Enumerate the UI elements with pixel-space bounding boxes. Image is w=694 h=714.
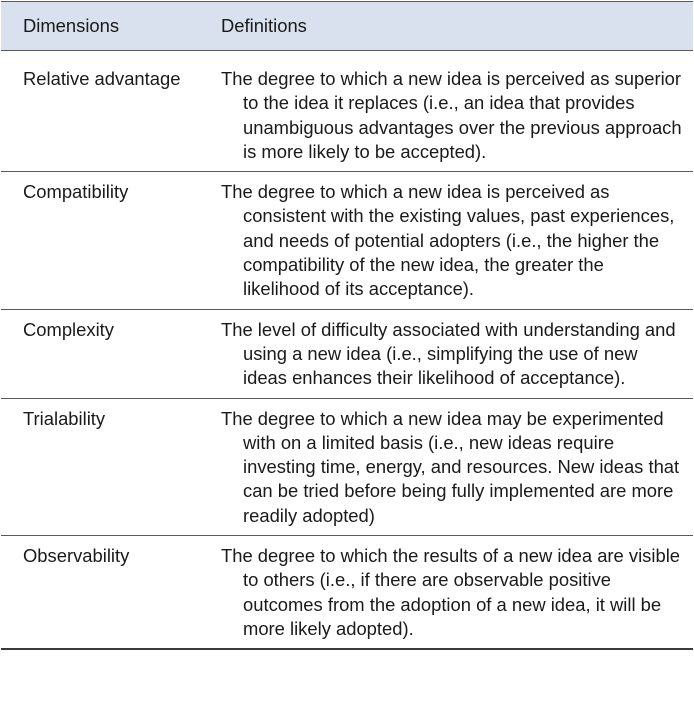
definition-cell: The degree to which a new idea may be experimented with on a limited basis (i.e., new ideas require investing time, energy, and resources. New ideas that can be tried before being fully implemented are more readily adopted) bbox=[221, 407, 680, 526]
dimension-cell: Compatibility bbox=[23, 181, 129, 203]
table-row-observability bbox=[1, 536, 693, 650]
dimension-cell: Complexity bbox=[23, 318, 114, 340]
table-header bbox=[1, 2, 693, 51]
definition-cell: The level of difficulty associated with understanding and using a new idea (i.e., simplifying the use of new ideas enhances their likelihood of acceptance). bbox=[221, 318, 676, 389]
dimension-cell: Relative advantage bbox=[23, 68, 181, 89]
dimensions-definitions-table bbox=[1, 1, 693, 650]
dimension-cell: Observability bbox=[23, 545, 130, 567]
header-row bbox=[1, 2, 693, 51]
table-row-trialability bbox=[1, 398, 693, 535]
definition-cell: The degree to which a new idea is perceived as superior to the idea it replaces (i.e., an idea that provides unambiguous advantages over the previous approach is more likely to be accepted). bbox=[221, 68, 682, 162]
header-definitions: Definitions bbox=[221, 14, 307, 36]
table-row-compatibility bbox=[1, 172, 693, 309]
dimensions-table-container bbox=[1, 1, 693, 650]
header-dimensions: Dimensions bbox=[23, 14, 120, 36]
dimension-cell: Trialability bbox=[23, 407, 106, 429]
definition-cell: The degree to which a new idea is perceived as consistent with the existing values, past experiences, and needs of potential adopters (i.e., the higher the compatibility of the new idea, the greater the likelihood of its acceptance). bbox=[221, 181, 675, 300]
table-row-complexity bbox=[1, 309, 693, 398]
table-row-relative-advantage bbox=[1, 51, 693, 172]
definition-cell: The degree to which the results of a new idea are visible to others (i.e., if there are observable positive outcomes from the adoption of a new idea, it will be more likely adopted). bbox=[221, 545, 681, 639]
table-body bbox=[1, 51, 693, 650]
